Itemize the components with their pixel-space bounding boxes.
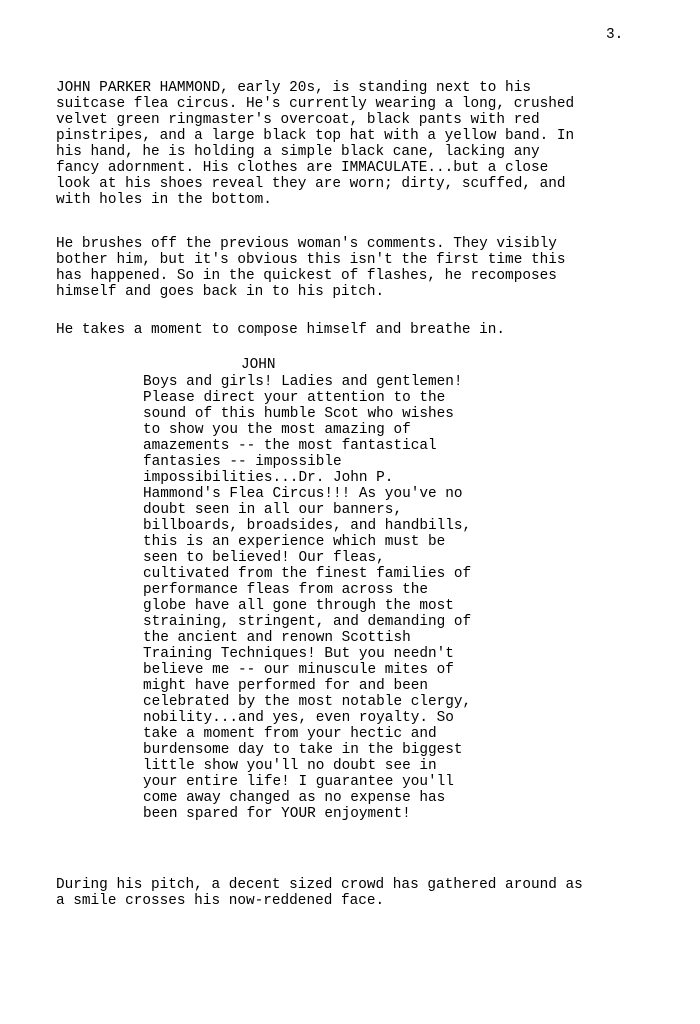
action-paragraph-crowd: During his pitch, a decent sized crowd has gathered around as a smile crosses his now-reddened face. bbox=[56, 877, 583, 909]
action-paragraph-breath: He takes a moment to compose himself and breathe in. bbox=[56, 322, 506, 338]
character-name: JOHN bbox=[241, 357, 276, 373]
action-paragraph-reaction: He brushes off the previous woman's comments. They visibly bother him, but it's obvious this isn't the first time this has happened. So in the quickest of flashes, he recomposes himself and goes back in to his pitch. bbox=[56, 236, 566, 300]
action-paragraph-intro: JOHN PARKER HAMMOND, early 20s, is standing next to his suitcase flea circus. He's currently wearing a long, crushed velvet green ringmaster's overcoat, black pants with red pinstripes, and a large black top hat with a yellow band. In his hand, he is holding a simple black cane, lacking any fancy adornment. His clothes are IMMACULATE...but a close look at his shoes reveal they are worn; dirty, scuffed, and with holes in the bottom. bbox=[56, 80, 575, 208]
page-number: 3. bbox=[606, 27, 624, 43]
dialogue-block: Boys and girls! Ladies and gentlemen! Please direct your attention to the sound of this humble Scot who wishes to show you the most amazing of amazements -- the most fantastical fantasies -- impossible impossibilities...Dr. John P. Hammond's Flea Circus!!! As you've no doubt seen in all our banners, billboards, broadsides, and handbills, this is an experience which must be seen to believed! Our fleas, cultivated from the finest families of performance fleas from across the globe have all gone through the most straining, stringent, and demanding of the ancient and renown Scottish Training Techniques! But you needn't believe me -- our minuscule mites of might have performed for and been celebrated by the most notable clergy, nobility...and yes, even royalty. So take a moment from your hectic and burdensome day to take in the biggest little show you'll no doubt see in your entire life! I guarantee you'll come away changed as no expense has been spared for YOUR enjoyment! bbox=[143, 374, 472, 822]
